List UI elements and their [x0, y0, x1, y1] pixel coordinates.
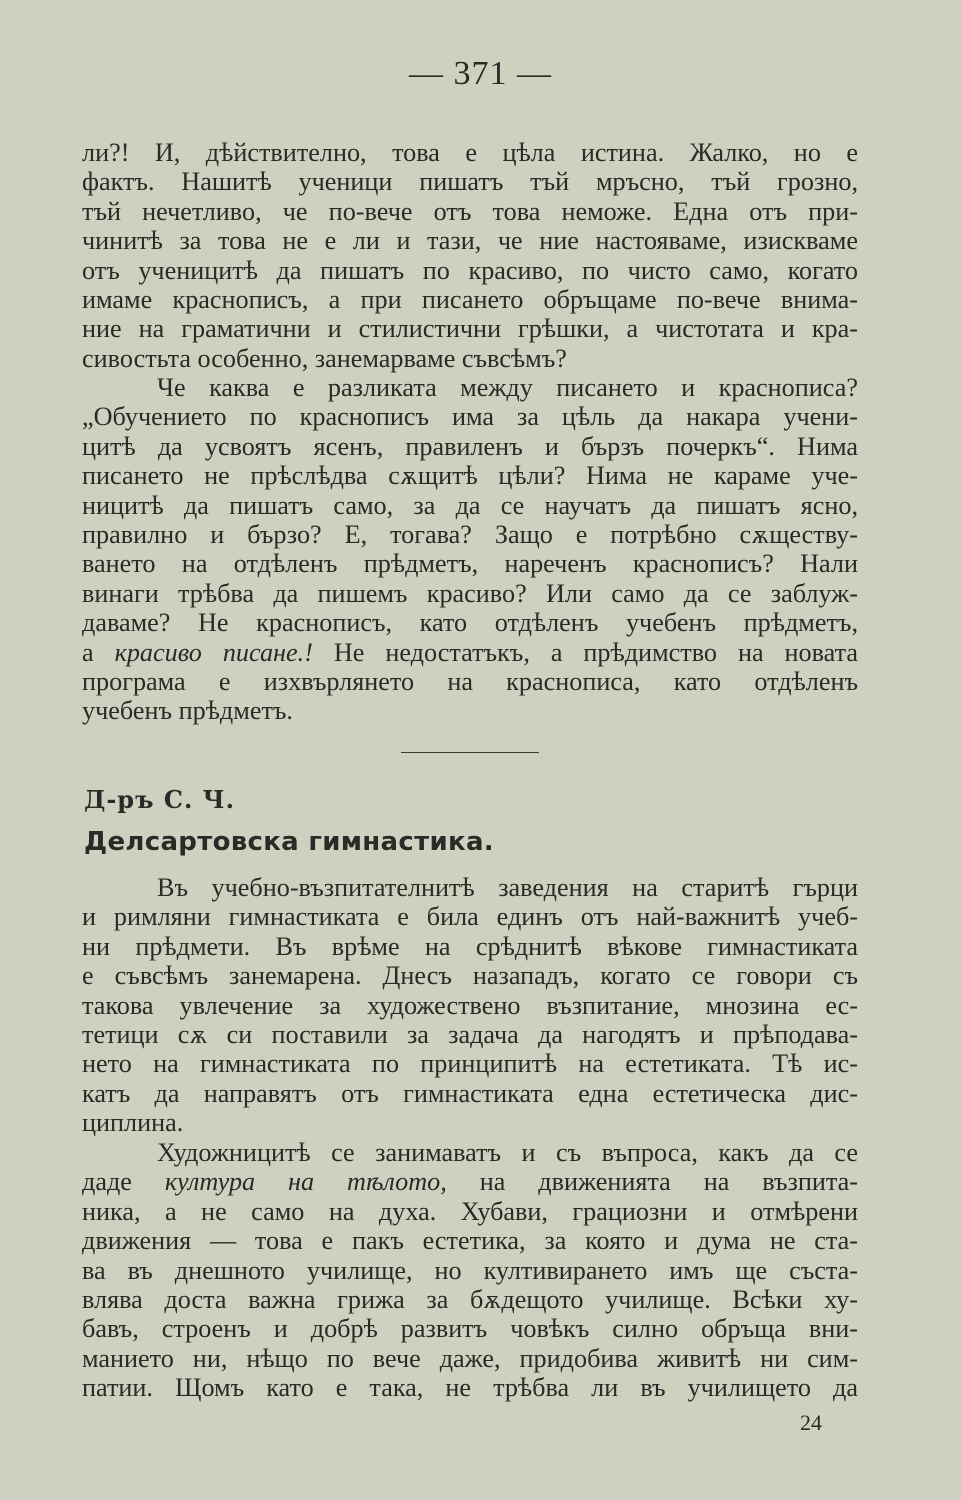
- text-line: и римляни гимнастиката е била единъ отъ най-важнитѣ учеб-: [82, 902, 858, 932]
- section-divider: [401, 752, 539, 753]
- paragraph-3: [82, 873, 858, 1138]
- text-line: Художницитѣ се занимаватъ и съ въпроса, какъ да се: [157, 1138, 858, 1167]
- page-number: — 371 —: [409, 55, 552, 92]
- text-line: е съвсѣмъ занемарена. Днесъ назападъ, когато се говори съ: [82, 961, 858, 991]
- text-line: ването на отдѣленъ прѣдметъ, нареченъ краснописъ? Нали: [82, 549, 858, 579]
- article-title: Делсартовска гимнастика.: [84, 827, 494, 857]
- author-initials: Д-ръ С. Ч.: [84, 785, 235, 814]
- text-line: отъ ученицитѣ да пишатъ по красиво, по чисто само, когато: [82, 255, 858, 285]
- text-line: влява доста важна грижа за бѫдещото училище. Всѣки ху-: [82, 1285, 858, 1315]
- text-line: бавъ, строенъ и добрѣ развитъ човѣкъ силно обръща вни-: [82, 1314, 858, 1344]
- paragraph-1: [82, 138, 858, 373]
- text-line-with-italic: [82, 638, 858, 667]
- text-line: даваме? Не краснописъ, като отдѣленъ учебенъ прѣдметъ,: [82, 608, 858, 638]
- text-line: ницитѣ да пишатъ само, за да се научатъ да пишатъ ясно,: [82, 490, 858, 520]
- text-line: програма е изхвърлянето на краснописа, като отдѣленъ: [82, 667, 858, 697]
- text-line: патии. Щомъ като е така, не трѣбва ли въ училището да: [82, 1373, 858, 1403]
- paragraph-2: [82, 373, 858, 726]
- paragraph-4: [82, 1138, 858, 1403]
- text-line: ние на граматични и стилистични грѣшки, а чистотата и кра-: [82, 314, 858, 344]
- text-line: тъй нечетливо, че по-вече отъ това неможе. Една отъ при-: [82, 196, 858, 226]
- text-line: „Обучението по краснописъ има за цѣль да накара учени-: [82, 402, 858, 432]
- text-line: ника, а не само на духа. Хубави, грациозни и отмѣрени: [82, 1196, 858, 1226]
- text-line: сивостьта особенно, занемарваме съвсѣмъ?: [82, 343, 567, 373]
- text-line: Въ учебно-възпитателнитѣ заведения на старитѣ гърци: [157, 873, 858, 902]
- text-line: писането не прѣслѣдва сѫщитѣ цѣли? Нима не караме уче-: [82, 461, 858, 491]
- text-line: правилно и бързо? Е, тогава? Защо е потрѣбно сѫществу-: [82, 520, 858, 550]
- text-fragment: а: [82, 637, 115, 667]
- text-line: ва въ днешното училище, но култивирането имъ ще съста-: [82, 1255, 858, 1285]
- text-line: винаги трѣбва да пишемъ красиво? Или само да се заблуж-: [82, 578, 858, 608]
- text-line: тетици сѫ си поставили за задача да нагодятъ и прѣподава-: [82, 1020, 858, 1050]
- text-line: движения — това е пакъ естетика, за която и дума не ста-: [82, 1226, 858, 1256]
- text-line: ли?! И, дѣйствително, това е цѣла истина. Жалко, но е: [82, 138, 858, 167]
- italic-phrase: красиво писане.!: [114, 637, 313, 667]
- text-line: имаме краснописъ, а при писането обръщаме по-вече внима-: [82, 285, 858, 315]
- text-line-with-italic: [82, 1167, 858, 1196]
- text-line: фактъ. Нашитѣ ученици пишатъ тъй мръсно, тъй грозно,: [82, 167, 858, 197]
- text-line: манието ни, нѣщо по вече даже, придобива живитѣ ни сим-: [82, 1343, 858, 1373]
- text-fragment: даде: [82, 1167, 165, 1197]
- text-line: цитѣ да усвоятъ ясенъ, правиленъ и бързъ почеркъ“. Нима: [82, 431, 858, 461]
- text-fragment: Не недостатъкъ, а прѣдимство на новата: [312, 637, 858, 667]
- text-line: учебенъ прѣдметъ.: [82, 696, 293, 726]
- italic-phrase: култура на тѣлото,: [164, 1167, 447, 1197]
- text-line: циплина.: [82, 1108, 184, 1138]
- text-line: ни прѣдмети. Въ врѣме на срѣднитѣ вѣкове гимнастиката: [82, 931, 858, 961]
- text-fragment: на движенията на възпита-: [446, 1167, 858, 1197]
- text-line: такова увлечение за художествено възпитание, мнозина ес-: [82, 990, 858, 1020]
- printer-signature: 24: [800, 1410, 822, 1435]
- text-line: Че каква е разликата между писането и краснописа?: [157, 373, 858, 402]
- text-line: чинитѣ за това не е ли и тази, че ние настояваме, изискваме: [82, 226, 858, 256]
- text-line: нето на гимнастиката по принципитѣ на естетиката. Тѣ ис-: [82, 1049, 858, 1079]
- text-line: катъ да направятъ отъ гимнастиката една естетическа дис-: [82, 1078, 858, 1108]
